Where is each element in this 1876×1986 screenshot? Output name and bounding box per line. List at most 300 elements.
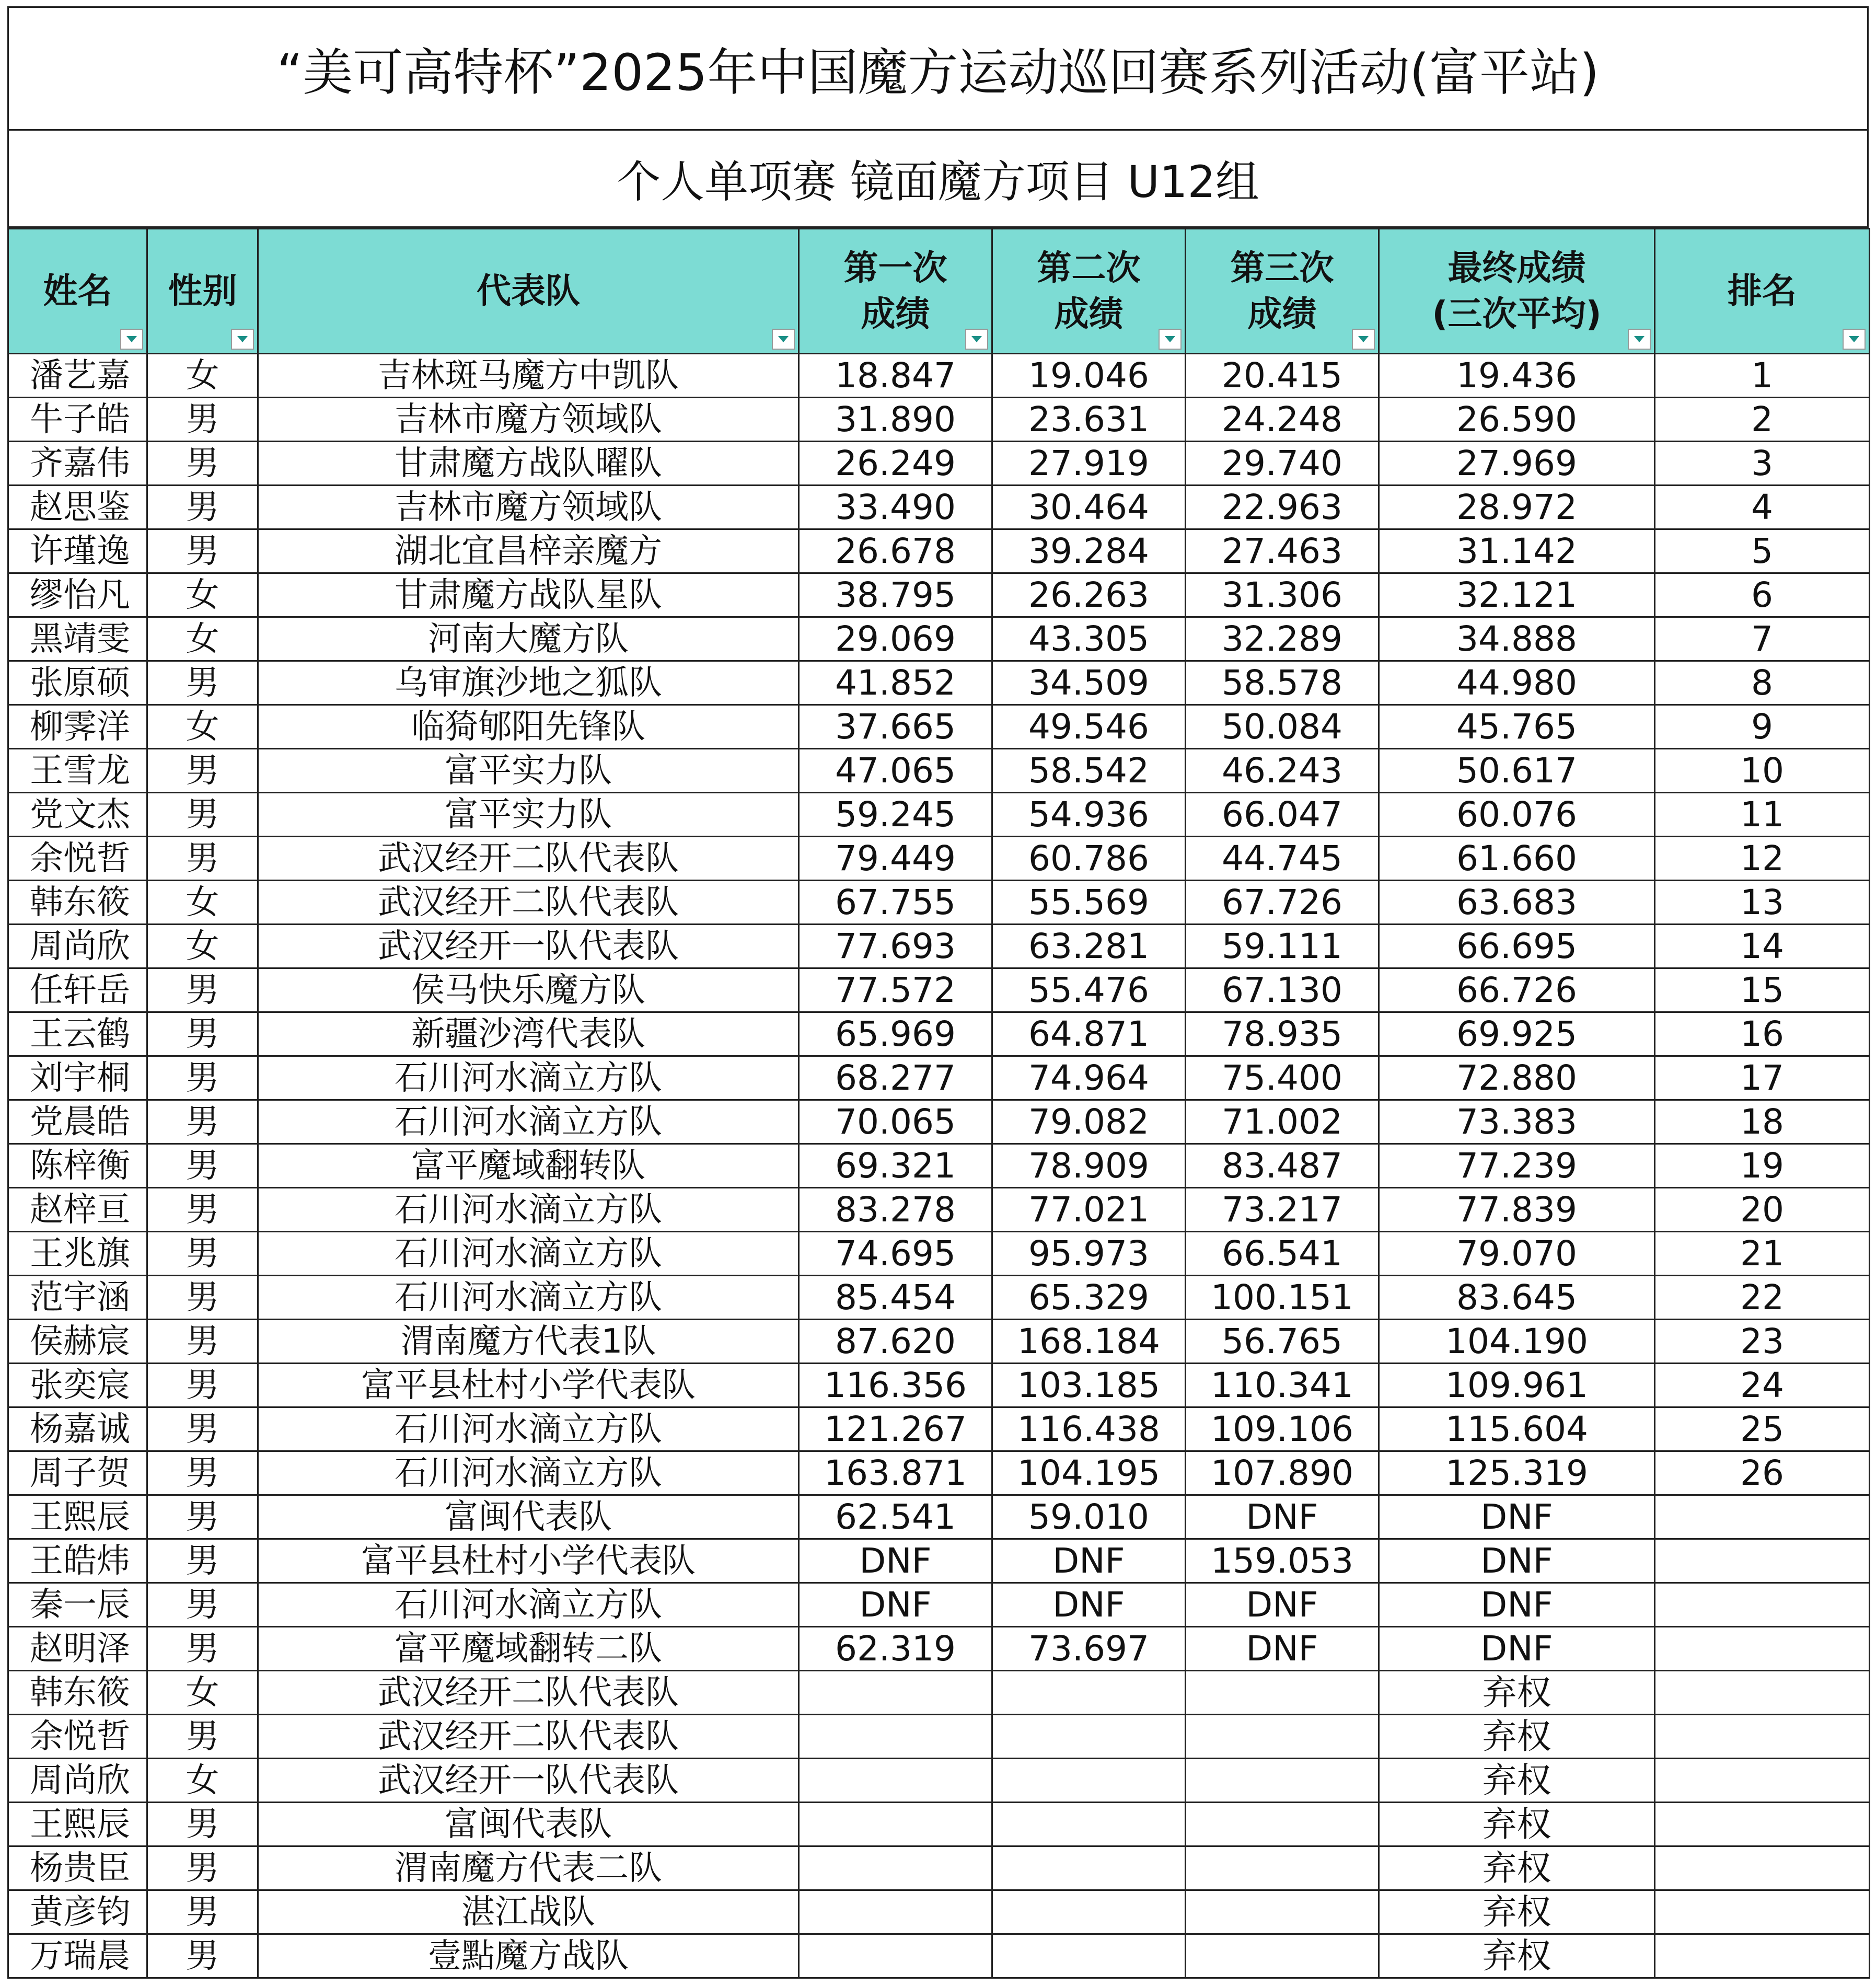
cell-gender[interactable]: 男 (147, 486, 258, 529)
cell-attempt-3[interactable]: 107.890 (1186, 1451, 1379, 1495)
cell-attempt-3[interactable]: 83.487 (1186, 1144, 1379, 1188)
cell-gender[interactable]: 男 (147, 661, 258, 705)
cell-attempt-1[interactable]: 41.852 (799, 661, 992, 705)
cell-attempt-2[interactable]: 58.542 (992, 749, 1186, 793)
cell-rank[interactable]: 21 (1655, 1232, 1870, 1276)
cell-attempt-1[interactable]: 70.065 (799, 1100, 992, 1144)
cell-attempt-2[interactable]: 63.281 (992, 925, 1186, 968)
cell-attempt-3[interactable]: 32.289 (1186, 617, 1379, 661)
cell-attempt-2[interactable]: 64.871 (992, 1012, 1186, 1056)
cell-gender[interactable]: 男 (147, 398, 258, 442)
cell-final-average[interactable]: 50.617 (1379, 749, 1655, 793)
cell-final-average[interactable]: 弃权 (1379, 1759, 1655, 1803)
cell-final-average[interactable]: 34.888 (1379, 617, 1655, 661)
cell-attempt-3[interactable]: 50.084 (1186, 705, 1379, 749)
cell-attempt-1[interactable]: 47.065 (799, 749, 992, 793)
cell-attempt-3[interactable]: 100.151 (1186, 1276, 1379, 1320)
cell-final-average[interactable]: 79.070 (1379, 1232, 1655, 1276)
cell-attempt-3[interactable]: 22.963 (1186, 486, 1379, 529)
cell-attempt-2[interactable]: 34.509 (992, 661, 1186, 705)
cell-attempt-1[interactable]: 26.678 (799, 529, 992, 573)
cell-gender[interactable]: 男 (147, 1100, 258, 1144)
cell-attempt-2[interactable]: DNF (992, 1583, 1186, 1627)
cell-final-average[interactable]: 63.683 (1379, 881, 1655, 925)
cell-rank[interactable] (1655, 1934, 1870, 1978)
cell-attempt-3[interactable]: 73.217 (1186, 1188, 1379, 1232)
cell-attempt-3[interactable]: 44.745 (1186, 837, 1379, 881)
cell-attempt-1[interactable]: 116.356 (799, 1364, 992, 1407)
cell-name[interactable]: 余悦哲 (8, 837, 147, 881)
cell-final-average[interactable]: 109.961 (1379, 1364, 1655, 1407)
cell-attempt-2[interactable]: 43.305 (992, 617, 1186, 661)
cell-gender[interactable]: 女 (147, 1671, 258, 1715)
cell-attempt-1[interactable]: 83.278 (799, 1188, 992, 1232)
cell-gender[interactable]: 男 (147, 1539, 258, 1583)
cell-gender[interactable]: 女 (147, 925, 258, 968)
cell-attempt-1[interactable]: 69.321 (799, 1144, 992, 1188)
cell-rank[interactable] (1655, 1846, 1870, 1890)
cell-team[interactable]: 甘肃魔方战队星队 (258, 573, 799, 617)
cell-attempt-1[interactable] (799, 1803, 992, 1846)
cell-team[interactable]: 吉林斑马魔方中凯队 (258, 354, 799, 398)
cell-rank[interactable]: 22 (1655, 1276, 1870, 1320)
cell-rank[interactable]: 23 (1655, 1320, 1870, 1364)
cell-team[interactable]: 石川河水滴立方队 (258, 1056, 799, 1100)
cell-rank[interactable]: 20 (1655, 1188, 1870, 1232)
cell-attempt-2[interactable] (992, 1934, 1186, 1978)
filter-dropdown-icon[interactable] (1628, 329, 1651, 350)
cell-attempt-1[interactable]: 29.069 (799, 617, 992, 661)
cell-rank[interactable]: 8 (1655, 661, 1870, 705)
filter-dropdown-icon[interactable] (1159, 329, 1182, 350)
cell-attempt-2[interactable]: 116.438 (992, 1407, 1186, 1451)
cell-team[interactable]: 富平魔域翻转二队 (258, 1627, 799, 1671)
cell-attempt-1[interactable] (799, 1890, 992, 1934)
cell-attempt-1[interactable]: 74.695 (799, 1232, 992, 1276)
cell-name[interactable]: 赵思鉴 (8, 486, 147, 529)
cell-final-average[interactable]: 83.645 (1379, 1276, 1655, 1320)
cell-attempt-3[interactable]: 109.106 (1186, 1407, 1379, 1451)
cell-attempt-2[interactable]: 49.546 (992, 705, 1186, 749)
cell-attempt-3[interactable] (1186, 1890, 1379, 1934)
cell-attempt-2[interactable]: 95.973 (992, 1232, 1186, 1276)
cell-final-average[interactable]: 28.972 (1379, 486, 1655, 529)
cell-rank[interactable]: 11 (1655, 793, 1870, 837)
cell-rank[interactable]: 17 (1655, 1056, 1870, 1100)
cell-attempt-2[interactable]: 104.195 (992, 1451, 1186, 1495)
cell-gender[interactable]: 男 (147, 1188, 258, 1232)
cell-gender[interactable]: 男 (147, 1232, 258, 1276)
cell-gender[interactable]: 女 (147, 354, 258, 398)
filter-dropdown-icon[interactable] (965, 329, 988, 350)
cell-name[interactable]: 余悦哲 (8, 1715, 147, 1759)
cell-attempt-2[interactable] (992, 1671, 1186, 1715)
cell-team[interactable]: 富平实力队 (258, 793, 799, 837)
cell-attempt-1[interactable]: 62.541 (799, 1495, 992, 1539)
cell-gender[interactable]: 女 (147, 705, 258, 749)
cell-rank[interactable]: 7 (1655, 617, 1870, 661)
cell-name[interactable]: 任轩岳 (8, 968, 147, 1012)
cell-rank[interactable] (1655, 1495, 1870, 1539)
cell-attempt-3[interactable]: DNF (1186, 1627, 1379, 1671)
cell-final-average[interactable]: 31.142 (1379, 529, 1655, 573)
cell-team[interactable]: 石川河水滴立方队 (258, 1451, 799, 1495)
cell-team[interactable]: 石川河水滴立方队 (258, 1407, 799, 1451)
cell-attempt-2[interactable] (992, 1890, 1186, 1934)
cell-team[interactable]: 富平县杜村小学代表队 (258, 1364, 799, 1407)
cell-rank[interactable]: 2 (1655, 398, 1870, 442)
cell-attempt-1[interactable] (799, 1671, 992, 1715)
cell-attempt-2[interactable]: 30.464 (992, 486, 1186, 529)
cell-attempt-2[interactable]: 54.936 (992, 793, 1186, 837)
cell-gender[interactable]: 男 (147, 1846, 258, 1890)
cell-attempt-2[interactable] (992, 1846, 1186, 1890)
cell-attempt-3[interactable]: 59.111 (1186, 925, 1379, 968)
cell-team[interactable]: 壹點魔方战队 (258, 1934, 799, 1978)
cell-final-average[interactable]: 弃权 (1379, 1890, 1655, 1934)
cell-team[interactable]: 富闽代表队 (258, 1495, 799, 1539)
cell-name[interactable]: 牛子皓 (8, 398, 147, 442)
cell-name[interactable]: 齐嘉伟 (8, 442, 147, 486)
cell-name[interactable]: 范宇涵 (8, 1276, 147, 1320)
cell-rank[interactable] (1655, 1890, 1870, 1934)
cell-name[interactable]: 党文杰 (8, 793, 147, 837)
cell-attempt-1[interactable]: 67.755 (799, 881, 992, 925)
cell-team[interactable]: 甘肃魔方战队曜队 (258, 442, 799, 486)
cell-attempt-2[interactable]: 168.184 (992, 1320, 1186, 1364)
cell-name[interactable]: 万瑞晨 (8, 1934, 147, 1978)
cell-final-average[interactable]: 115.604 (1379, 1407, 1655, 1451)
cell-attempt-3[interactable]: 20.415 (1186, 354, 1379, 398)
filter-dropdown-icon[interactable] (231, 329, 254, 350)
cell-rank[interactable]: 4 (1655, 486, 1870, 529)
cell-final-average[interactable]: 弃权 (1379, 1715, 1655, 1759)
cell-gender[interactable]: 男 (147, 1803, 258, 1846)
cell-name[interactable]: 王云鹤 (8, 1012, 147, 1056)
cell-attempt-3[interactable]: 66.047 (1186, 793, 1379, 837)
cell-attempt-3[interactable]: 29.740 (1186, 442, 1379, 486)
cell-name[interactable]: 缪怡凡 (8, 573, 147, 617)
cell-attempt-2[interactable]: 39.284 (992, 529, 1186, 573)
cell-final-average[interactable]: 26.590 (1379, 398, 1655, 442)
cell-attempt-3[interactable] (1186, 1934, 1379, 1978)
cell-gender[interactable]: 男 (147, 1144, 258, 1188)
cell-attempt-3[interactable]: 24.248 (1186, 398, 1379, 442)
cell-attempt-1[interactable] (799, 1846, 992, 1890)
cell-final-average[interactable]: 弃权 (1379, 1671, 1655, 1715)
cell-team[interactable]: 渭南魔方代表1队 (258, 1320, 799, 1364)
cell-team[interactable]: 吉林市魔方领域队 (258, 398, 799, 442)
cell-final-average[interactable]: 32.121 (1379, 573, 1655, 617)
cell-team[interactable]: 临猗郇阳先锋队 (258, 705, 799, 749)
cell-attempt-1[interactable] (799, 1759, 992, 1803)
cell-team[interactable]: 新疆沙湾代表队 (258, 1012, 799, 1056)
cell-rank[interactable]: 10 (1655, 749, 1870, 793)
cell-attempt-3[interactable]: 67.726 (1186, 881, 1379, 925)
cell-name[interactable]: 侯赫宸 (8, 1320, 147, 1364)
cell-gender[interactable]: 男 (147, 1627, 258, 1671)
cell-rank[interactable]: 9 (1655, 705, 1870, 749)
cell-rank[interactable]: 14 (1655, 925, 1870, 968)
cell-attempt-3[interactable]: DNF (1186, 1495, 1379, 1539)
cell-attempt-3[interactable]: 66.541 (1186, 1232, 1379, 1276)
cell-final-average[interactable]: 66.726 (1379, 968, 1655, 1012)
cell-attempt-3[interactable]: 46.243 (1186, 749, 1379, 793)
cell-team[interactable]: 武汉经开二队代表队 (258, 1671, 799, 1715)
cell-attempt-1[interactable] (799, 1715, 992, 1759)
cell-team[interactable]: 武汉经开二队代表队 (258, 837, 799, 881)
cell-name[interactable]: 党晨皓 (8, 1100, 147, 1144)
cell-final-average[interactable]: 弃权 (1379, 1934, 1655, 1978)
cell-attempt-1[interactable]: 18.847 (799, 354, 992, 398)
cell-final-average[interactable]: 73.383 (1379, 1100, 1655, 1144)
cell-attempt-1[interactable]: 62.319 (799, 1627, 992, 1671)
cell-gender[interactable]: 女 (147, 617, 258, 661)
cell-name[interactable]: 潘艺嘉 (8, 354, 147, 398)
cell-rank[interactable]: 26 (1655, 1451, 1870, 1495)
cell-name[interactable]: 刘宇桐 (8, 1056, 147, 1100)
cell-attempt-1[interactable]: 59.245 (799, 793, 992, 837)
cell-rank[interactable] (1655, 1583, 1870, 1627)
cell-gender[interactable]: 男 (147, 1715, 258, 1759)
cell-attempt-1[interactable]: 85.454 (799, 1276, 992, 1320)
cell-rank[interactable] (1655, 1627, 1870, 1671)
cell-gender[interactable]: 男 (147, 1364, 258, 1407)
cell-team[interactable]: 石川河水滴立方队 (258, 1232, 799, 1276)
cell-final-average[interactable]: DNF (1379, 1495, 1655, 1539)
cell-final-average[interactable]: 45.765 (1379, 705, 1655, 749)
cell-attempt-3[interactable]: 56.765 (1186, 1320, 1379, 1364)
filter-dropdown-icon[interactable] (120, 329, 143, 350)
cell-final-average[interactable]: 77.239 (1379, 1144, 1655, 1188)
cell-team[interactable]: 侯马快乐魔方队 (258, 968, 799, 1012)
cell-final-average[interactable]: 44.980 (1379, 661, 1655, 705)
cell-name[interactable]: 王熙辰 (8, 1495, 147, 1539)
cell-attempt-2[interactable]: 26.263 (992, 573, 1186, 617)
cell-gender[interactable]: 男 (147, 1495, 258, 1539)
cell-attempt-1[interactable]: 37.665 (799, 705, 992, 749)
filter-dropdown-icon[interactable] (772, 329, 795, 350)
cell-name[interactable]: 周尚欣 (8, 925, 147, 968)
cell-final-average[interactable]: DNF (1379, 1583, 1655, 1627)
cell-final-average[interactable]: 69.925 (1379, 1012, 1655, 1056)
cell-attempt-3[interactable]: 58.578 (1186, 661, 1379, 705)
cell-final-average[interactable]: 66.695 (1379, 925, 1655, 968)
cell-rank[interactable] (1655, 1803, 1870, 1846)
cell-name[interactable]: 杨贵臣 (8, 1846, 147, 1890)
cell-rank[interactable] (1655, 1539, 1870, 1583)
cell-gender[interactable]: 男 (147, 1583, 258, 1627)
cell-name[interactable]: 许瑾逸 (8, 529, 147, 573)
cell-attempt-2[interactable]: 27.919 (992, 442, 1186, 486)
cell-attempt-1[interactable]: 163.871 (799, 1451, 992, 1495)
cell-team[interactable]: 石川河水滴立方队 (258, 1100, 799, 1144)
cell-attempt-1[interactable]: DNF (799, 1539, 992, 1583)
cell-final-average[interactable]: 弃权 (1379, 1803, 1655, 1846)
cell-attempt-1[interactable]: 121.267 (799, 1407, 992, 1451)
cell-attempt-2[interactable]: 78.909 (992, 1144, 1186, 1188)
cell-attempt-2[interactable]: 73.697 (992, 1627, 1186, 1671)
cell-final-average[interactable]: 72.880 (1379, 1056, 1655, 1100)
cell-attempt-2[interactable]: 74.964 (992, 1056, 1186, 1100)
cell-attempt-2[interactable]: 59.010 (992, 1495, 1186, 1539)
cell-name[interactable]: 赵明泽 (8, 1627, 147, 1671)
cell-team[interactable]: 武汉经开一队代表队 (258, 1759, 799, 1803)
cell-attempt-3[interactable] (1186, 1803, 1379, 1846)
cell-final-average[interactable]: 弃权 (1379, 1846, 1655, 1890)
cell-attempt-1[interactable] (799, 1934, 992, 1978)
cell-gender[interactable]: 女 (147, 573, 258, 617)
cell-attempt-3[interactable]: 27.463 (1186, 529, 1379, 573)
cell-final-average[interactable]: 61.660 (1379, 837, 1655, 881)
cell-name[interactable]: 杨嘉诚 (8, 1407, 147, 1451)
cell-team[interactable]: 湖北宜昌梓亲魔方 (258, 529, 799, 573)
cell-gender[interactable]: 男 (147, 1934, 258, 1978)
cell-attempt-1[interactable]: 79.449 (799, 837, 992, 881)
cell-team[interactable]: 富平实力队 (258, 749, 799, 793)
cell-attempt-2[interactable] (992, 1759, 1186, 1803)
cell-team[interactable]: 富闽代表队 (258, 1803, 799, 1846)
cell-final-average[interactable]: DNF (1379, 1539, 1655, 1583)
cell-rank[interactable]: 5 (1655, 529, 1870, 573)
cell-team[interactable]: 石川河水滴立方队 (258, 1276, 799, 1320)
cell-rank[interactable] (1655, 1759, 1870, 1803)
cell-rank[interactable] (1655, 1671, 1870, 1715)
cell-attempt-3[interactable] (1186, 1759, 1379, 1803)
cell-attempt-1[interactable]: 26.249 (799, 442, 992, 486)
cell-gender[interactable]: 男 (147, 442, 258, 486)
cell-rank[interactable]: 24 (1655, 1364, 1870, 1407)
cell-attempt-3[interactable]: 71.002 (1186, 1100, 1379, 1144)
cell-final-average[interactable]: 60.076 (1379, 793, 1655, 837)
cell-gender[interactable]: 男 (147, 749, 258, 793)
cell-gender[interactable]: 男 (147, 793, 258, 837)
cell-gender[interactable]: 男 (147, 968, 258, 1012)
cell-attempt-2[interactable]: 19.046 (992, 354, 1186, 398)
cell-team[interactable]: 富平县杜村小学代表队 (258, 1539, 799, 1583)
cell-rank[interactable]: 15 (1655, 968, 1870, 1012)
cell-name[interactable]: 张奕宸 (8, 1364, 147, 1407)
cell-name[interactable]: 王雪龙 (8, 749, 147, 793)
cell-name[interactable]: 秦一辰 (8, 1583, 147, 1627)
cell-attempt-2[interactable]: 55.476 (992, 968, 1186, 1012)
cell-final-average[interactable]: 19.436 (1379, 354, 1655, 398)
cell-name[interactable]: 王兆旗 (8, 1232, 147, 1276)
cell-attempt-2[interactable]: 77.021 (992, 1188, 1186, 1232)
cell-rank[interactable]: 25 (1655, 1407, 1870, 1451)
cell-rank[interactable]: 12 (1655, 837, 1870, 881)
cell-attempt-1[interactable]: 77.572 (799, 968, 992, 1012)
cell-attempt-1[interactable]: 31.890 (799, 398, 992, 442)
cell-attempt-2[interactable]: 55.569 (992, 881, 1186, 925)
cell-attempt-3[interactable] (1186, 1715, 1379, 1759)
cell-rank[interactable]: 16 (1655, 1012, 1870, 1056)
cell-final-average[interactable]: 77.839 (1379, 1188, 1655, 1232)
cell-name[interactable]: 韩东筱 (8, 881, 147, 925)
cell-attempt-3[interactable]: 75.400 (1186, 1056, 1379, 1100)
cell-final-average[interactable]: 125.319 (1379, 1451, 1655, 1495)
cell-name[interactable]: 赵梓亘 (8, 1188, 147, 1232)
cell-team[interactable]: 武汉经开二队代表队 (258, 881, 799, 925)
cell-rank[interactable]: 1 (1655, 354, 1870, 398)
cell-rank[interactable] (1655, 1715, 1870, 1759)
cell-team[interactable]: 武汉经开二队代表队 (258, 1715, 799, 1759)
filter-dropdown-icon[interactable] (1352, 329, 1375, 350)
cell-team[interactable]: 乌审旗沙地之狐队 (258, 661, 799, 705)
cell-attempt-3[interactable] (1186, 1671, 1379, 1715)
cell-attempt-1[interactable]: DNF (799, 1583, 992, 1627)
cell-team[interactable]: 武汉经开一队代表队 (258, 925, 799, 968)
cell-attempt-1[interactable]: 77.693 (799, 925, 992, 968)
cell-name[interactable]: 韩东筱 (8, 1671, 147, 1715)
cell-attempt-1[interactable]: 38.795 (799, 573, 992, 617)
cell-attempt-3[interactable] (1186, 1846, 1379, 1890)
cell-gender[interactable]: 男 (147, 1056, 258, 1100)
cell-attempt-3[interactable]: 159.053 (1186, 1539, 1379, 1583)
cell-team[interactable]: 石川河水滴立方队 (258, 1583, 799, 1627)
cell-rank[interactable]: 3 (1655, 442, 1870, 486)
cell-attempt-2[interactable]: 103.185 (992, 1364, 1186, 1407)
cell-final-average[interactable]: 27.969 (1379, 442, 1655, 486)
cell-attempt-3[interactable]: 78.935 (1186, 1012, 1379, 1056)
cell-attempt-1[interactable]: 65.969 (799, 1012, 992, 1056)
cell-rank[interactable]: 19 (1655, 1144, 1870, 1188)
cell-team[interactable]: 富平魔域翻转队 (258, 1144, 799, 1188)
cell-attempt-1[interactable]: 33.490 (799, 486, 992, 529)
cell-rank[interactable]: 13 (1655, 881, 1870, 925)
cell-gender[interactable]: 男 (147, 1320, 258, 1364)
cell-gender[interactable]: 男 (147, 1451, 258, 1495)
cell-gender[interactable]: 男 (147, 529, 258, 573)
cell-gender[interactable]: 男 (147, 1407, 258, 1451)
cell-gender[interactable]: 男 (147, 837, 258, 881)
cell-attempt-3[interactable]: 67.130 (1186, 968, 1379, 1012)
cell-attempt-3[interactable]: 110.341 (1186, 1364, 1379, 1407)
cell-attempt-3[interactable]: 31.306 (1186, 573, 1379, 617)
cell-team[interactable]: 渭南魔方代表二队 (258, 1846, 799, 1890)
cell-name[interactable]: 张原硕 (8, 661, 147, 705)
filter-dropdown-icon[interactable] (1843, 329, 1866, 350)
cell-attempt-2[interactable]: DNF (992, 1539, 1186, 1583)
cell-team[interactable]: 石川河水滴立方队 (258, 1188, 799, 1232)
cell-final-average[interactable]: 104.190 (1379, 1320, 1655, 1364)
cell-name[interactable]: 周子贺 (8, 1451, 147, 1495)
cell-rank[interactable]: 6 (1655, 573, 1870, 617)
cell-gender[interactable]: 女 (147, 881, 258, 925)
cell-team[interactable]: 河南大魔方队 (258, 617, 799, 661)
cell-attempt-1[interactable]: 68.277 (799, 1056, 992, 1100)
cell-attempt-1[interactable]: 87.620 (799, 1320, 992, 1364)
cell-attempt-3[interactable]: DNF (1186, 1583, 1379, 1627)
cell-name[interactable]: 周尚欣 (8, 1759, 147, 1803)
cell-name[interactable]: 陈梓衡 (8, 1144, 147, 1188)
cell-name[interactable]: 柳霁洋 (8, 705, 147, 749)
cell-name[interactable]: 王熙辰 (8, 1803, 147, 1846)
cell-name[interactable]: 黄彦钧 (8, 1890, 147, 1934)
cell-name[interactable]: 黑靖雯 (8, 617, 147, 661)
cell-attempt-2[interactable]: 60.786 (992, 837, 1186, 881)
cell-gender[interactable]: 女 (147, 1759, 258, 1803)
cell-team[interactable]: 湛江战队 (258, 1890, 799, 1934)
cell-attempt-2[interactable] (992, 1715, 1186, 1759)
cell-name[interactable]: 王皓炜 (8, 1539, 147, 1583)
cell-gender[interactable]: 男 (147, 1890, 258, 1934)
cell-final-average[interactable]: DNF (1379, 1627, 1655, 1671)
cell-attempt-2[interactable]: 23.631 (992, 398, 1186, 442)
cell-attempt-2[interactable] (992, 1803, 1186, 1846)
cell-rank[interactable]: 18 (1655, 1100, 1870, 1144)
cell-gender[interactable]: 男 (147, 1012, 258, 1056)
